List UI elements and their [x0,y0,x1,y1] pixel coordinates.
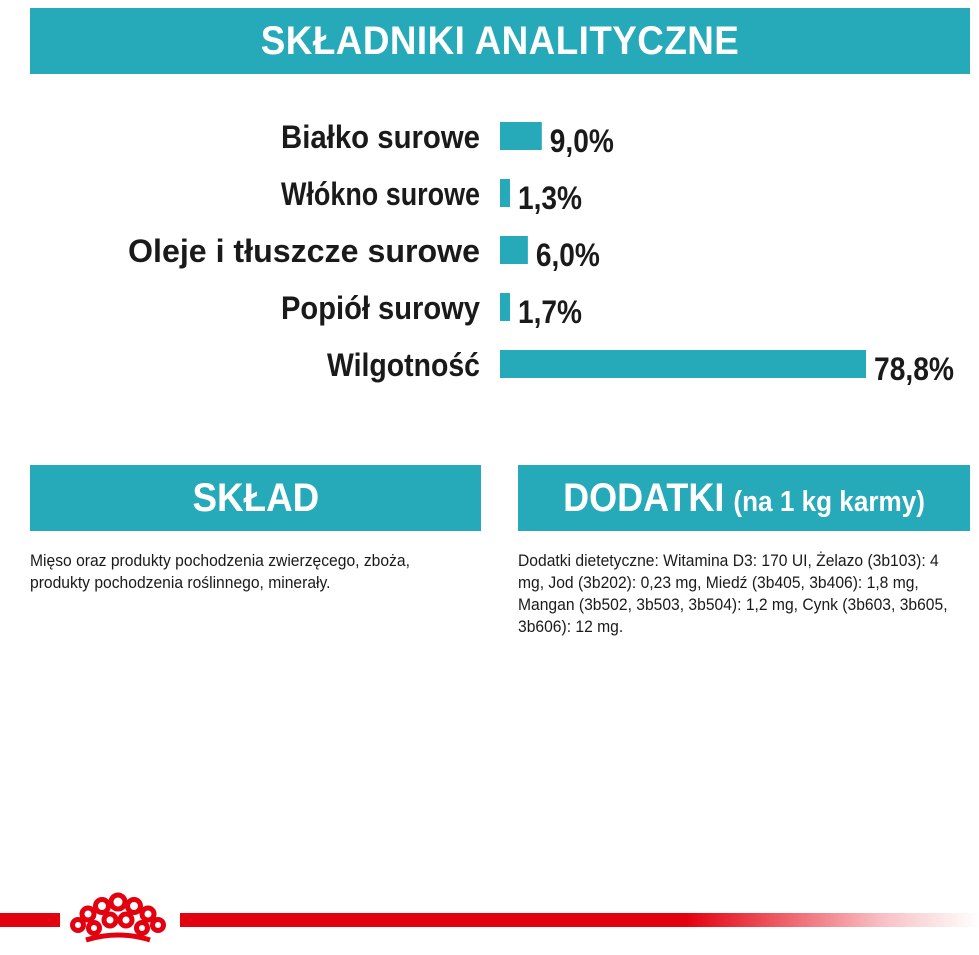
bar [500,350,866,378]
crown-icon [68,890,168,946]
additives-title: DODATKI [563,475,725,520]
category-label: Białko surowe [281,119,480,155]
category-label: Włókno surowe [281,176,480,212]
composition-text: Mięso oraz produkty pochodzenia zwierzęcego, zboża, produkty pochodzenia roślinnego, minerały. [30,551,410,592]
additives-subtitle: (na 1 kg karmy) [733,485,925,518]
bar [500,293,510,321]
additives-text: Dodatki dietetyczne: Witamina D3: 170 UI, Żelazo (3b103): 4 mg, Jod (3b202): 0,23 mg, Miedź (3b405, 3b406): 1,8 mg, Mangan (3b502, 3b503, 3b504): 1,2 mg, Cynk (3b603, 3b605, 3b606): 12 mg. [518,551,948,636]
value-label: 78,8% [874,351,954,387]
value-label: 9,0% [549,123,614,159]
category-label: Wilgotność [327,347,480,383]
bar [500,236,528,264]
value-label: 1,7% [518,294,582,330]
bar [500,122,542,150]
value-label: 6,0% [535,237,600,273]
composition-title: SKŁAD [192,475,319,520]
category-label: Oleje i tłuszcze surowe [128,233,480,269]
analytical-constituents-header [30,8,970,74]
category-label: Popiół surowy [281,290,481,326]
analytical-bar-chart [0,100,979,400]
analytical-constituents-title: SKŁADNIKI ANALITYCZNE [260,18,740,63]
bar [500,179,510,207]
value-label: 1,3% [518,180,582,216]
composition-header [30,465,481,531]
additives-header [518,465,970,531]
